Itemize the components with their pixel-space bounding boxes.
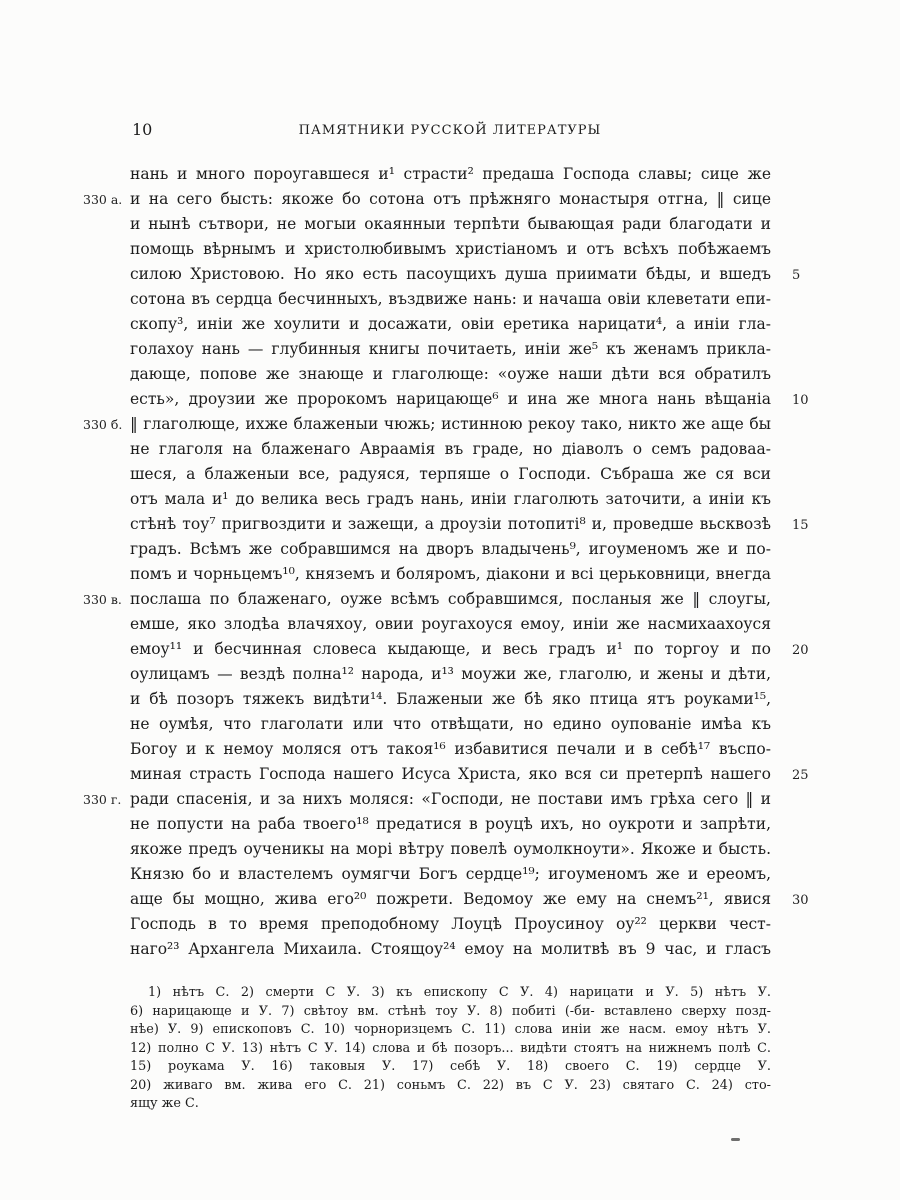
text-line-row: [0, 362, 900, 387]
text-line: Князю бо и властелемъ оумягчи Богъ сердце¹⁹; игоуменомъ же и ереомъ,: [130, 865, 771, 883]
main-text-block: [0, 162, 900, 962]
scan-artifact-mark: [731, 1138, 740, 1141]
text-line-row: [0, 687, 900, 712]
text-line-row: [0, 537, 900, 562]
folio-margin-label: 330 б.: [83, 417, 123, 432]
footnote-line: 1) нѣтъ С. 2) смерти С У. 3) къ епископу С У. 4) нарицати и У. 5) нѣтъ У.: [148, 985, 771, 1000]
text-line: ради спасенія, и за нихъ моляся: «Господи, не постави имъ грѣха сего ‖ и: [130, 790, 771, 808]
text-line-row: [0, 262, 900, 287]
line-number: 5: [792, 268, 801, 283]
line-number: 10: [792, 393, 809, 408]
text-line-row: [0, 162, 900, 187]
text-line: шеся, а блаженыи все, радуяся, терпяше о Господи. Събраша же ся вси: [130, 465, 771, 483]
footnote-line: 20) живаго вм. жива его С. 21) соньмъ С. 22) въ С У. 23) святаго С. 24) сто-: [130, 1077, 771, 1093]
page-number: 10: [132, 120, 153, 139]
text-line: помощь вѣрнымъ и христолюбивымъ христіаномъ и отъ всѣхъ побѣжаемъ: [130, 240, 771, 258]
text-line: миная страсть Господа нашего Исуса Христа, яко вся си претерпѣ нашего: [130, 765, 771, 783]
line-number: 20: [792, 643, 809, 658]
text-line-row: [0, 937, 900, 962]
text-line: ‖ глаголюще, ихже блаженыи чюжь; истинною рекоу тако, никто же аще бы: [130, 415, 771, 433]
text-line-row: [0, 187, 900, 212]
text-line-row: [0, 287, 900, 312]
text-line: скопу³, иніи же хоулити и досажати, овіи еретика нарицати⁴, а иніи гла-: [130, 315, 771, 333]
text-line-row: [0, 887, 900, 912]
text-line-row: [0, 737, 900, 762]
text-line-row: [0, 312, 900, 337]
folio-margin-label: 330 г.: [83, 792, 122, 807]
text-line: оулицамъ — вездѣ полна¹² народа, и¹³ моужи же, глаголю, и жены и дѣти,: [130, 665, 771, 683]
text-line: не глаголя на блаженаго Авраамія въ граде, но діаволъ о семъ радоваа-: [130, 440, 771, 458]
text-line-row: [0, 637, 900, 662]
footnote-line: 6) нарицающе и У. 7) свѣтоу вм. стѣнѣ тоу У. 8) побиті (-би- вставлено сверху позд-: [130, 1003, 771, 1019]
text-line: нань и много пороугавшеся и¹ страсти² предаша Господа славы; сице же: [130, 165, 771, 183]
text-line: Богоу и к немоу моляся отъ такоя¹⁶ избавитися печали и в себѣ¹⁷ въспо-: [130, 740, 771, 758]
text-line: есть», дроузии же пророкомъ нарицающе⁶ и ина же многа нань вѣщаніа: [130, 390, 771, 408]
text-line-row: [0, 462, 900, 487]
text-line: градъ. Всѣмъ же собравшимся на дворъ владычень⁹, игоуменомъ же и по-: [130, 540, 771, 558]
text-line: и нынѣ сътвори, не могыи окаянныи терпѣти бывающая ради благодати и: [130, 215, 771, 233]
text-line-row: [0, 812, 900, 837]
text-line-row: [0, 712, 900, 737]
text-line-row: [0, 437, 900, 462]
text-line-row: [0, 787, 900, 812]
text-line: емоу¹¹ и бесчинная словеса кыдающе, и весь градъ и¹ по торгоу и по: [130, 640, 771, 658]
page-header: [0, 120, 900, 142]
line-number: 15: [792, 518, 809, 533]
footnote-line: 12) полно С У. 13) нѣтъ С У. 14) слова и бѣ позоръ... видѣти стоятъ на нижнемъ полѣ С.: [130, 1040, 771, 1056]
text-line-row: [0, 412, 900, 437]
text-line-row: [0, 862, 900, 887]
text-line: голахоу нань — глубинныя книгы почитаеть, иніи же⁵ къ женамъ прикла-: [130, 340, 771, 358]
text-line-row: [0, 587, 900, 612]
text-line: силою Христовою. Но яко есть пасоущихъ душа приимати бѣды, и вшедъ: [130, 265, 771, 283]
text-line-row: [0, 762, 900, 787]
footnote-line: 15) роукама У. 16) таковыя У. 17) себѣ У. 18) своего С. 19) сердце У.: [130, 1059, 771, 1074]
text-line-row: [0, 562, 900, 587]
line-number: 25: [792, 768, 809, 783]
text-line-row: [0, 237, 900, 262]
text-line-row: [0, 387, 900, 412]
text-line: и бѣ позоръ тяжекъ видѣти¹⁴. Блаженыи же бѣ яко птица ятъ роуками¹⁵,: [130, 690, 771, 708]
folio-margin-label: 330 а.: [83, 192, 123, 207]
text-line: послаша по блаженаго, оуже всѣмъ собравшимся, посланыя же ‖ слоугы,: [130, 590, 771, 608]
text-line: помъ и чорньцемъ¹⁰, княземъ и боляромъ, діакони и всі церьковници, внегда: [130, 565, 771, 583]
text-line: и на сего бысть: якоже бо сотона отъ прѣжняго монастыря отгна, ‖ сице: [130, 190, 771, 208]
footnotes-block: [130, 984, 771, 1114]
text-line: емше, яко злодѣа влачяхоу, овии роугахоуся емоу, иніи же насмихаахоуся: [130, 615, 771, 633]
footnote-line: нѣе) У. 9) епископовъ С. 10) чорноризцемъ С. 11) слова иніи же насм. емоу нѣтъ У.: [130, 1022, 771, 1037]
text-line: наго²³ Архангела Михаила. Стоящоу²⁴ емоу на молитвѣ въ 9 час, и гласъ: [130, 940, 771, 958]
text-line: стѣнѣ тоу⁷ пригвоздити и зажещи, а дроузіи потопиті⁸ и, проведше вьсквозѣ: [130, 515, 771, 533]
running-title: ПАМЯТНИКИ РУССКОЙ ЛИТЕРАТУРЫ: [298, 123, 602, 138]
text-line: дающе, попове же знающе и глаголюще: «оуже наши дѣти вся обратилъ: [130, 365, 771, 383]
line-number: 30: [792, 893, 809, 908]
text-line-row: [0, 612, 900, 637]
text-line-row: [0, 212, 900, 237]
text-line: Господь в то время преподобному Лоуцѣ Проусиноу оу²² церкви чест-: [130, 915, 771, 933]
text-line: отъ мала и¹ до велика весь градъ нань, иніи глаголють заточити, а иніи къ: [130, 490, 771, 508]
text-line-row: [0, 837, 900, 862]
text-line: аще бы мощно, жива его²⁰ пожрети. Ведомоу же ему на снемъ²¹, явися: [130, 890, 771, 908]
text-line-row: [0, 487, 900, 512]
footnote-line: ящу же С.: [130, 1096, 199, 1111]
text-line: якоже предъ оученикы на морі вѣтру повелѣ оумолкноути». Якоже и бысть.: [130, 840, 771, 858]
text-line-row: [0, 337, 900, 362]
text-line-row: [0, 512, 900, 537]
text-line-row: [0, 662, 900, 687]
text-line: сотона въ сердца бесчинныхъ, въздвиже нань: и начаша овіи клеветати епи-: [130, 290, 771, 308]
text-line-row: [0, 912, 900, 937]
text-line: не попусти на раба твоего¹⁸ предатися в роуцѣ ихъ, но оукроти и запрѣти,: [130, 815, 771, 833]
folio-margin-label: 330 в.: [83, 592, 122, 607]
text-line: не оумѣя, что глаголати или что отвѣщати, но едино оупованіе имѣа къ: [130, 715, 771, 733]
